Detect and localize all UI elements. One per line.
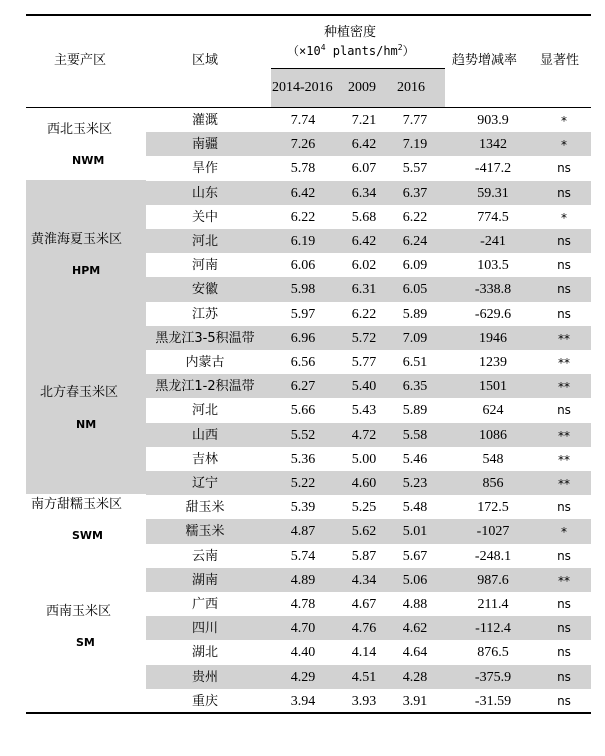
cell-trend: 987.6: [477, 572, 509, 588]
cell-2016: 4.62: [402, 621, 428, 637]
cell-2016: 6.22: [402, 209, 428, 225]
table-row: [26, 568, 591, 592]
cell-area: 关中: [191, 209, 218, 225]
cell-significance: *: [561, 210, 567, 225]
cell-trend: 548: [482, 451, 504, 467]
header-area: 区域: [192, 53, 219, 68]
cell-2016: 5.58: [402, 427, 428, 443]
cell-2009: 5.43: [351, 403, 377, 419]
cell-2016: 6.35: [402, 379, 428, 395]
cell-2009: 5.77: [351, 355, 377, 370]
cell-trend: -629.6: [474, 306, 512, 322]
cell-area: 山西: [191, 427, 218, 443]
cell-2016: 5.46: [402, 451, 428, 467]
cell-2009: 4.76: [351, 621, 377, 637]
table-row: [26, 471, 591, 495]
cell-area: 南疆: [191, 137, 218, 153]
top-rule: [26, 14, 591, 16]
cell-2016: 4.88: [402, 597, 428, 612]
cell-area: 四川: [191, 621, 218, 637]
table-row: [26, 181, 591, 205]
cell-trend: 59.31: [477, 185, 509, 201]
table-row: [26, 229, 591, 253]
table-row: [26, 156, 591, 180]
cell-2009: 4.72: [351, 427, 377, 443]
table-row: [26, 519, 591, 543]
table-row: [26, 374, 591, 398]
cell-significance: ns: [557, 621, 571, 636]
header-col-2009: 2009: [348, 80, 376, 95]
cell-area: 湖北: [191, 645, 218, 661]
table-row: [26, 640, 591, 664]
cell-2014-2016: 3.94: [290, 693, 316, 709]
cell-2016: 5.48: [402, 500, 428, 516]
cell-area: 黑龙江1-2积温带: [155, 379, 255, 395]
region-name-swm: 南方甜糯玉米区: [31, 497, 123, 512]
cell-2009: 5.87: [351, 548, 377, 564]
cell-2016: 6.05: [402, 282, 428, 298]
cell-area: 云南: [191, 548, 218, 564]
cell-2014-2016: 4.89: [290, 572, 316, 588]
cell-significance: **: [558, 573, 570, 588]
cell-2009: 4.60: [351, 476, 377, 491]
cell-2016: 6.37: [402, 185, 428, 201]
cell-2009: 4.51: [351, 669, 377, 685]
table-row: [26, 205, 591, 229]
cell-2009: 4.34: [351, 572, 377, 588]
cell-2009: 3.93: [351, 693, 377, 709]
cell-significance: **: [558, 356, 570, 370]
region-code-nm: NM: [76, 418, 97, 431]
cell-trend: 103.5: [477, 258, 509, 274]
cell-trend: -241: [480, 234, 506, 249]
cell-trend: 903.9: [477, 113, 509, 128]
cell-2014-2016: 5.66: [290, 403, 316, 419]
cell-2014-2016: 5.39: [290, 500, 316, 516]
cell-2016: 6.51: [402, 355, 428, 370]
cell-2014-2016: 5.74: [290, 548, 316, 564]
table-row: [26, 544, 591, 568]
cell-trend: 856: [482, 476, 504, 491]
cell-2009: 7.21: [351, 113, 377, 128]
cell-trend: 211.4: [477, 597, 509, 612]
cell-significance: ns: [557, 161, 571, 176]
cell-trend: 1501: [479, 379, 507, 395]
cell-significance: ns: [557, 258, 571, 273]
table-row: [26, 423, 591, 447]
header-trend: 趋势增减率: [452, 53, 518, 68]
cell-2016: 4.28: [402, 669, 428, 685]
cell-2014-2016: 4.40: [290, 645, 316, 661]
cell-2014-2016: 4.78: [290, 597, 316, 612]
header-region: 主要产区: [54, 53, 107, 68]
cell-2014-2016: 5.36: [290, 451, 316, 467]
cell-trend: -338.8: [474, 282, 512, 298]
table-row: [26, 108, 591, 132]
cell-2016: 7.19: [402, 137, 428, 153]
cell-2016: 5.67: [402, 548, 428, 564]
cell-significance: ns: [557, 306, 571, 321]
cell-2016: 7.09: [402, 330, 428, 346]
cell-2016: 5.89: [402, 403, 428, 419]
cell-2016: 4.64: [402, 645, 428, 661]
header-significance: 显著性: [540, 53, 580, 68]
cell-2016: 5.57: [402, 161, 428, 177]
cell-2009: 4.14: [351, 645, 377, 661]
region-name-nwm: 西北玉米区: [47, 122, 113, 137]
cell-significance: ns: [557, 597, 571, 611]
cell-significance: **: [558, 380, 570, 395]
table-row: [26, 665, 591, 689]
cell-trend: -1027: [476, 524, 510, 540]
region-name-nm: 北方春玉米区: [40, 385, 119, 400]
table-row: [26, 326, 591, 350]
cell-significance: *: [561, 114, 567, 128]
cell-2009: 5.62: [351, 524, 377, 540]
cell-2014-2016: 6.42: [290, 185, 316, 201]
cell-2014-2016: 5.97: [290, 306, 316, 322]
cell-trend: -375.9: [474, 669, 512, 685]
cell-2014-2016: 6.22: [290, 209, 316, 225]
cell-2009: 6.34: [351, 185, 377, 201]
cell-area: 吉林: [191, 451, 218, 467]
header-col-2016: 2016: [397, 80, 425, 95]
cell-significance: ns: [557, 403, 571, 418]
cell-2014-2016: 5.78: [290, 161, 316, 177]
cell-trend: -248.1: [474, 548, 512, 564]
cell-2016: 5.23: [402, 476, 428, 491]
cell-2009: 6.31: [351, 282, 377, 298]
cell-trend: 876.5: [477, 645, 509, 661]
cell-area: 河北: [191, 403, 218, 419]
cell-trend: -31.59: [474, 693, 512, 709]
cell-significance: ns: [557, 693, 571, 708]
cell-area: 河北: [191, 234, 218, 249]
cell-2009: 6.22: [351, 306, 377, 322]
cell-2009: 6.42: [351, 137, 377, 153]
cell-area: 旱作: [191, 161, 218, 177]
cell-2016: 3.91: [402, 693, 428, 709]
cell-2014-2016: 4.87: [290, 524, 316, 540]
table-row: [26, 132, 591, 156]
cell-2014-2016: 6.56: [290, 355, 316, 370]
cell-2016: 6.09: [402, 258, 428, 274]
table-row: [26, 689, 591, 713]
cell-trend: 1946: [479, 330, 507, 346]
cell-trend: 172.5: [477, 500, 509, 516]
cell-2014-2016: 6.19: [290, 234, 316, 249]
cell-area: 重庆: [191, 693, 218, 709]
cell-area: 内蒙古: [185, 355, 225, 370]
cell-2009: 4.67: [351, 597, 377, 612]
cell-2014-2016: 6.27: [290, 379, 316, 395]
cell-2009: 5.00: [351, 451, 377, 467]
cell-area: 河南: [191, 258, 218, 274]
region-code-nwm: NWM: [72, 154, 105, 167]
cell-significance: **: [558, 331, 570, 346]
header-density-unit: （$\times 10^4$ plants/$hm^2$）: [287, 43, 415, 58]
table-row: [26, 398, 591, 422]
cell-area: 安徽: [191, 282, 218, 298]
header-density-title: 种植密度: [323, 25, 376, 40]
cell-2016: 5.89: [402, 306, 428, 322]
cell-significance: *: [561, 138, 567, 153]
cell-area: 辽宁: [191, 476, 218, 491]
region-name-sm: 西南玉米区: [46, 604, 112, 619]
cell-2014-2016: 6.06: [290, 258, 316, 274]
region-code-swm: SWM: [72, 529, 104, 542]
table-row: [26, 253, 591, 277]
cell-2014-2016: 6.96: [290, 330, 316, 346]
cell-2009: 6.02: [351, 258, 377, 274]
region-code-hpm: HPM: [72, 264, 101, 277]
cell-significance: ns: [557, 234, 571, 248]
cell-trend: 1086: [479, 427, 507, 443]
cell-significance: ns: [557, 500, 571, 515]
cell-2016: 6.24: [402, 234, 428, 249]
cell-2009: 5.72: [351, 330, 377, 346]
cell-significance: **: [558, 477, 570, 491]
table-row: [26, 277, 591, 301]
cell-area: 湖南: [191, 572, 218, 588]
table-row: [26, 302, 591, 326]
cell-2009: 5.40: [351, 379, 377, 395]
cell-2014-2016: 7.74: [290, 113, 316, 128]
cell-area: 山东: [191, 185, 218, 201]
cell-area: 糯玉米: [185, 524, 225, 540]
cell-significance: ns: [557, 669, 571, 684]
cell-2009: 5.68: [351, 209, 377, 225]
cell-significance: ns: [557, 548, 571, 563]
cell-trend: 774.5: [477, 209, 509, 225]
cell-2014-2016: 4.70: [290, 621, 316, 637]
cell-trend: 1342: [479, 137, 507, 153]
table-row: [26, 447, 591, 471]
region-name-hpm: 黄淮海夏玉米区: [31, 232, 123, 247]
region-code-sm: SM: [76, 636, 95, 649]
cell-significance: ns: [557, 282, 571, 297]
cell-significance: **: [558, 452, 570, 467]
cell-2014-2016: 4.29: [290, 669, 316, 685]
cell-2014-2016: 5.98: [290, 282, 316, 298]
cell-2016: 5.06: [402, 572, 428, 588]
cell-area: 甜玉米: [185, 500, 225, 516]
table-row: [26, 616, 591, 640]
cell-significance: ns: [557, 645, 571, 660]
table-row: [26, 350, 591, 374]
table-row: [26, 495, 591, 519]
cell-significance: ns: [557, 185, 571, 200]
cell-area: 江苏: [191, 306, 218, 322]
cell-trend: -112.4: [475, 621, 511, 637]
cell-trend: -417.2: [474, 161, 512, 177]
cell-significance: **: [558, 428, 570, 443]
cell-2009: 6.42: [351, 234, 377, 249]
cell-2009: 6.07: [351, 161, 377, 177]
cell-area: 贵州: [191, 669, 218, 685]
cell-2014-2016: 7.26: [290, 137, 316, 153]
cell-significance: *: [561, 525, 567, 540]
cell-trend: 624: [482, 403, 504, 419]
cell-trend: 1239: [479, 355, 507, 370]
cell-2016: 7.77: [402, 113, 428, 128]
table-row: [26, 592, 591, 619]
cell-area: 广西: [191, 597, 218, 612]
cell-2014-2016: 5.52: [290, 427, 316, 443]
cell-area: 灌溉: [191, 113, 218, 128]
year-header-top-rule: [271, 68, 445, 69]
cell-2016: 5.01: [402, 524, 428, 540]
header-col-2014-2016: 2014-2016: [272, 80, 333, 95]
cell-2009: 5.25: [351, 500, 377, 516]
cell-area: 黑龙江3-5积温带: [155, 330, 255, 346]
cell-2014-2016: 5.22: [290, 476, 316, 491]
